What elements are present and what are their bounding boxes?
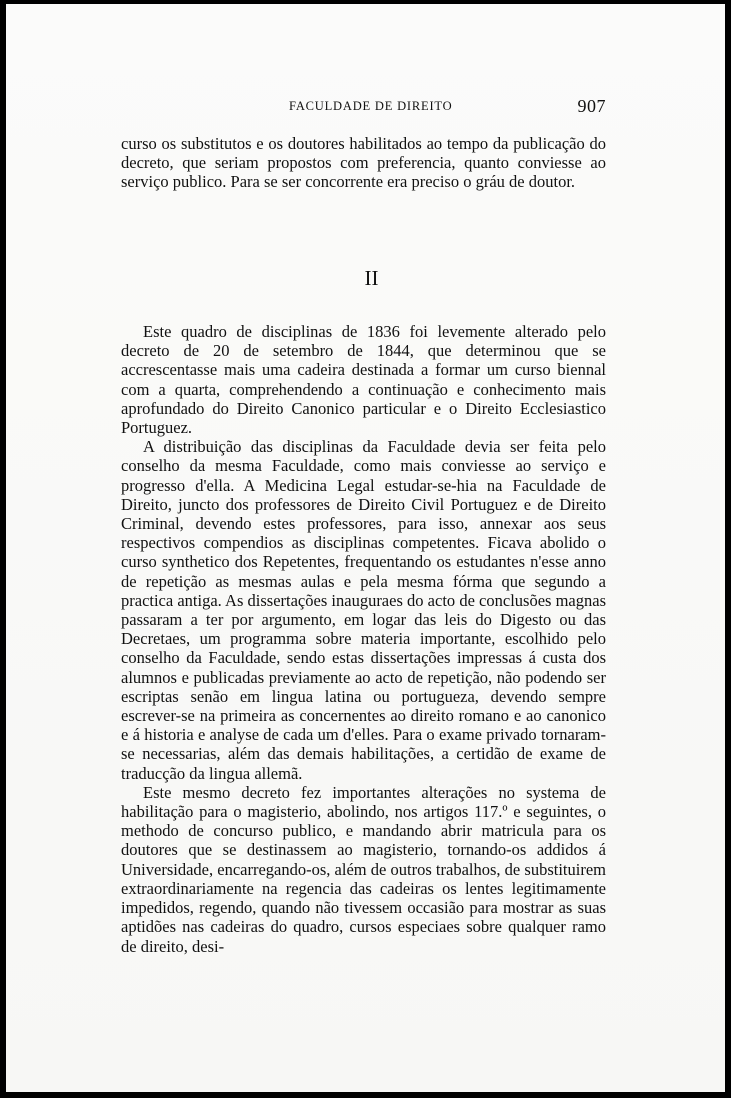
paragraph: A distribuição das disciplinas da Faculdade devia ser feita pelo conselho da mesma Faculdade, como mais conviesse ao serviço e progresso d'ella. A Medicina Legal estudar-se-hia na Faculdade de Direito, juncto dos professores de Direito Civil Portuguez e de Direito Criminal, devendo estes professores, para isso, annexar aos seus respectivos compendios as disciplinas competentes. Ficava abolido o curso synthetico dos Repetentes, frequentando os estudantes n'esse anno de repetição as mesmas aulas e pela mesma fórma que segundo a practica antiga. As dissertações inauguraes do acto de conclusões magnas passaram a ter por argumento, em logar das leis do Digesto ou das Decretaes, um programma sobre materia importante, escolhido pelo conselho da Faculdade, sendo estas dissertações impressas á custa dos alumnos e publicadas previamente ao acto de repetição, não podendo ser escriptas senão em lingua latina ou portugueza, devendo sempre escrever-se na primeira as concernentes ao direito romano e ao canonico e á historia e analyse de cada um d'elles. Para o exame privado tornaram-se necessarias, além das demais habilitações, a certidão de exame de traducção da lingua allemã. — [121, 437, 606, 783]
page-number: 907 — [577, 96, 606, 116]
intro-block — [121, 134, 606, 192]
intro-paragraph: curso os substitutos e os doutores habilitados ao tempo da publicação do decreto, que seriam propostos com preferencia, quanto conviesse ao serviço publico. Para se ser concorrente era preciso o gráu de doutor. — [121, 134, 606, 192]
running-title: FACULDADE DE DIREITO — [289, 99, 453, 113]
body-text — [121, 322, 606, 956]
paragraph: Este mesmo decreto fez importantes alterações no systema de habilitação para o magisterio, abolindo, nos artigos 117.º e seguintes, o methodo de concurso publico, e mandando abrir matricula para os doutores que se destinassem ao magisterio, tornando-os addidos á Universidade, encarregando-os, além de outros trabalhos, de substituirem extraordinariamente na regencia das cadeiras os lentes legitimamente impedidos, regendo, quando não tivessem occasião para mostrar as suas aptidões nas cadeiras do quadro, cursos especiaes sobre qualquer ramo de direito, desi- — [121, 782, 606, 956]
paragraph: Este quadro de disciplinas de 1836 foi levemente alterado pelo decreto de 20 de setembro de 1844, que determinou que se accrescentasse mais uma cadeira destinada a formar um curso biennal com a quarta, comprehendendo a continuação e conhecimento mais aprofundado do Direito Canonico particular e o Direito Ecclesiastico Portuguez. — [121, 322, 606, 438]
section-heading: II — [364, 266, 379, 290]
running-header — [121, 96, 606, 118]
